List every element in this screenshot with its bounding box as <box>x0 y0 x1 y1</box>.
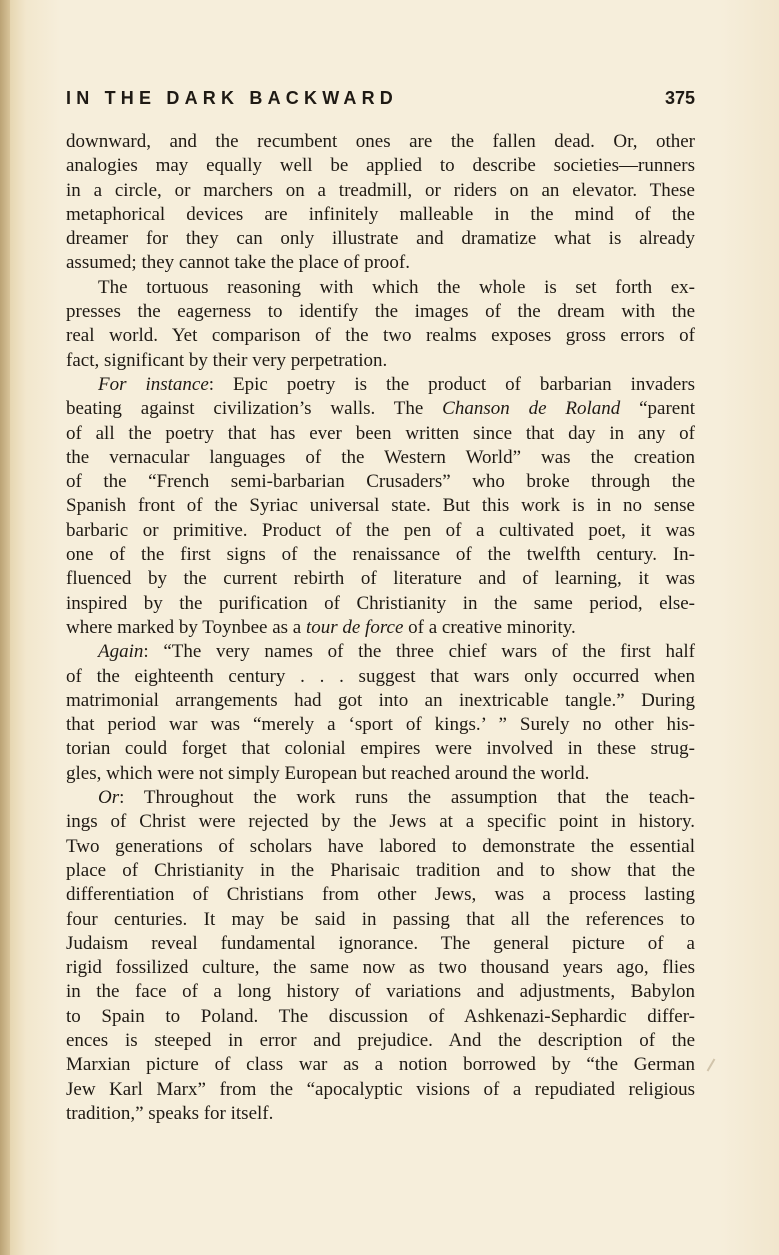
text-line <box>66 227 695 251</box>
line-text: place of Christianity in the Pharisaic tradition and to show that the <box>66 859 695 881</box>
italic-title: tour de force <box>305 616 404 638</box>
text-line <box>66 908 695 932</box>
text-line <box>66 300 695 324</box>
text-line <box>66 592 695 616</box>
line-text: fact, significant by their very perpetration. <box>66 349 388 371</box>
line-text: Judaism reveal fundamental ignorance. The general picture of a <box>66 932 695 954</box>
line-text: rigid fossilized culture, the same now as two thousand years ago, flies <box>66 957 695 979</box>
line-text: The tortuous reasoning with which the whole is set forth ex- <box>98 276 695 298</box>
text-line <box>66 1053 695 1077</box>
text-line <box>66 810 695 834</box>
text-line <box>66 446 695 470</box>
text-line <box>66 397 695 421</box>
run-in-heading: Again <box>98 641 144 663</box>
text-line <box>66 665 695 689</box>
text-line <box>66 154 695 178</box>
line-text: of the “French semi-barbarian Crusaders” who broke through the <box>66 471 695 493</box>
line-text: downward, and the recumbent ones are the fallen dead. Or, other <box>66 131 695 152</box>
text-line <box>66 373 695 397</box>
line-text: to Spain to Poland. The discussion of Ashkenazi-Sephardic differ- <box>66 1005 695 1027</box>
italic-title: Chanson de Roland <box>442 398 621 420</box>
line-text: real world. Yet comparison of the two realms exposes gross errors of <box>66 325 695 347</box>
line-text: matrimonial arrangements had got into an inextricable tangle.” During <box>66 689 695 711</box>
text-line <box>66 932 695 956</box>
text-line <box>66 786 695 810</box>
run-in-heading: Or <box>98 787 120 809</box>
text-line <box>66 1029 695 1053</box>
text-line <box>66 276 695 300</box>
running-head <box>66 86 695 110</box>
line-text: ings of Christ were rejected by the Jews at a specific point in history. <box>66 811 695 833</box>
line-text: in the face of a long history of variations and adjustments, Babylon <box>66 981 695 1003</box>
text-line <box>66 762 695 786</box>
line-text: : Epic poetry is the product of barbarian invaders <box>208 373 695 395</box>
text-line <box>66 737 695 761</box>
text-line <box>66 616 695 640</box>
line-text: in a circle, or marchers on a treadmill, or riders on an elevator. These <box>66 179 695 201</box>
page-number: 375 <box>664 88 695 108</box>
line-text: tradition,” speaks for itself. <box>66 1102 274 1124</box>
text-line <box>66 1102 695 1126</box>
line-text: fluenced by the current rebirth of literature and of learning, it was <box>66 568 695 590</box>
text-line <box>66 713 695 737</box>
text-line <box>66 883 695 907</box>
line-text: Marxian picture of class war as a notion borrowed by “the German <box>66 1054 695 1076</box>
line-text: Jew Karl Marx” from the “apocalyptic visions of a repudiated religious <box>66 1078 695 1100</box>
line-text: torian could forget that colonial empires were involved in these strug- <box>66 738 695 760</box>
line-text: of the eighteenth century . . . suggest that wars only occurred when <box>66 665 695 687</box>
text-line <box>66 349 695 373</box>
running-title: IN THE DARK BACKWARD <box>66 88 398 108</box>
line-text: of all the poetry that has ever been written since that day in any of <box>66 422 695 444</box>
text-line <box>66 519 695 543</box>
line-text: metaphorical devices are infinitely malleable in the mind of the <box>66 203 695 225</box>
page-gutter <box>0 0 10 1255</box>
text-line <box>66 956 695 980</box>
text-line <box>66 324 695 348</box>
line-text: analogies may equally well be applied to describe societies—runners <box>66 155 695 177</box>
text-line <box>66 835 695 859</box>
line-text: that period war was “merely a ‘sport of kings.’ ” Surely no other his- <box>66 714 695 736</box>
text-line <box>66 203 695 227</box>
line-text: gles, which were not simply European but reached around the world. <box>66 762 590 784</box>
line-text: where marked by Toynbee as a <box>66 616 306 638</box>
text-line <box>66 1078 695 1102</box>
line-text: dreamer for they can only illustrate and dramatize what is already <box>66 228 695 250</box>
line-text-tail: of a creative minority. <box>403 616 576 638</box>
text-line <box>66 980 695 1004</box>
margin-mark <box>707 1058 716 1071</box>
line-text: differentiation of Christians from other Jews, was a process lasting <box>66 884 695 906</box>
line-text: one of the first signs of the renaissance of the twelfth century. In- <box>66 544 695 566</box>
text-line <box>66 470 695 494</box>
line-text: : Throughout the work runs the assumption that the teach- <box>119 787 695 809</box>
line-text: Spanish front of the Syriac universal state. But this work is in no sense <box>66 495 695 517</box>
text-line <box>66 567 695 591</box>
line-text: beating against civilization’s walls. The <box>66 398 443 420</box>
text-line <box>66 543 695 567</box>
text-line <box>66 130 695 154</box>
line-text: inspired by the purification of Christianity in the same period, else- <box>66 592 695 614</box>
text-line <box>66 494 695 518</box>
line-text: ences is steeped in error and prejudice. And the description of the <box>66 1029 695 1051</box>
body-text <box>66 130 695 1126</box>
run-in-heading: For instance <box>98 373 209 395</box>
line-text: presses the eagerness to identify the images of the dream with the <box>66 301 695 323</box>
line-text: barbaric or primitive. Product of the pen of a cultivated poet, it was <box>66 519 695 541</box>
text-line <box>66 859 695 883</box>
text-line <box>66 640 695 664</box>
text-line <box>66 422 695 446</box>
line-text-tail: “parent <box>620 398 695 420</box>
line-text: : “The very names of the three chief wars of the first half <box>143 641 695 663</box>
line-text: Two generations of scholars have labored to demonstrate the essential <box>66 835 695 857</box>
text-line <box>66 251 695 275</box>
text-line <box>66 1005 695 1029</box>
text-line <box>66 179 695 203</box>
text-line <box>66 689 695 713</box>
line-text: the vernacular languages of the Western World” was the creation <box>66 446 695 468</box>
line-text: assumed; they cannot take the place of proof. <box>66 252 410 274</box>
line-text: four centuries. It may be said in passing that all the references to <box>66 908 695 930</box>
